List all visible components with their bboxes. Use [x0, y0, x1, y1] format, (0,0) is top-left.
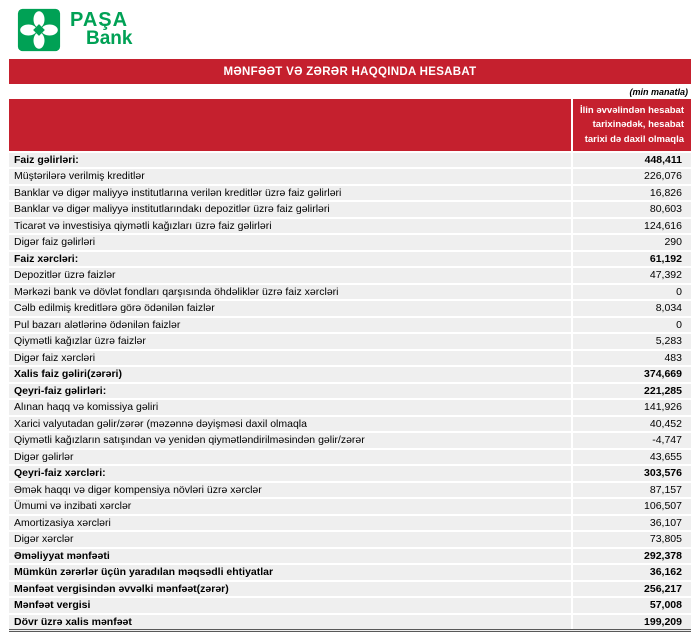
row-value: 124,616: [571, 219, 691, 234]
row-value: 0: [571, 318, 691, 333]
bank-logo: [9, 6, 691, 54]
row-label: Əmək haqqı və digər kompensiya növləri üzrə xərclər: [14, 483, 262, 496]
table-row: [9, 514, 691, 531]
row-label: Alınan haqq və komissiya gəliri: [14, 401, 159, 414]
row-label: Qiymətli kağızların satışından və yenidən qiymətləndirilməsindən gəlir/zərər: [14, 434, 365, 447]
row-label: Ümumi və inzibati xərclər: [14, 500, 132, 513]
row-label: Qiymətli kağızlar üzrə faizlər: [14, 335, 146, 348]
row-label: Banklar və digər maliyyə institutlarındakı depozitlər üzrə faiz gəlirləri: [14, 203, 330, 216]
report-title: MƏNFƏƏT VƏ ZƏRƏR HAQQINDA HESABAT: [9, 59, 691, 84]
row-value: 226,076: [571, 169, 691, 184]
row-value: 374,669: [571, 367, 691, 382]
row-label: Mənfəət vergisi: [14, 599, 91, 612]
table-row: [9, 233, 691, 250]
row-value: 141,926: [571, 400, 691, 415]
table-row: [9, 151, 691, 168]
table-row: [9, 332, 691, 349]
row-label: Mümkün zərərlər üçün yaradılan məqsədli ehtiyatlar: [14, 566, 274, 579]
row-value: 36,162: [571, 565, 691, 580]
label-column-header: [9, 99, 571, 151]
table-row: [9, 448, 691, 465]
table-row: [9, 217, 691, 234]
table-row: [9, 530, 691, 547]
row-label: Pul bazarı alətlərinə ödənilən faizlər: [14, 318, 181, 331]
row-value: 448,411: [571, 153, 691, 168]
row-label: Banklar və digər maliyyə institutlarına verilən kreditlər üzrə faiz gəlirləri: [14, 186, 342, 199]
bank-name-line2: Bank: [86, 28, 133, 50]
row-label: Digər faiz xərcləri: [14, 351, 96, 364]
row-value: 483: [571, 351, 691, 366]
row-label: Qeyri-faiz gəlirləri:: [14, 384, 107, 397]
row-value: 57,008: [571, 598, 691, 613]
table-row: [9, 563, 691, 580]
row-label: Digər xərclər: [14, 533, 74, 546]
row-value: 290: [571, 235, 691, 250]
row-label: Əməliyyat mənfəəti: [14, 549, 110, 562]
row-label: Dövr üzrə xalis mənfəət: [14, 615, 132, 628]
row-value: 87,157: [571, 483, 691, 498]
row-label: Mərkəzi bank və dövlət fondları qarşısında öhdəliklər üzrə faiz xərcləri: [14, 285, 339, 298]
row-value: 221,285: [571, 384, 691, 399]
table-row: [9, 200, 691, 217]
row-value: 40,452: [571, 417, 691, 432]
table-row: [9, 266, 691, 283]
table-row: [9, 580, 691, 597]
row-label: Qeyri-faiz xərcləri:: [14, 467, 106, 480]
row-label: Digər faiz gəlirləri: [14, 236, 96, 249]
table-row: [9, 299, 691, 316]
row-label: Ticarət və investisiya qiymətli kağızları üzrə faiz gəlirləri: [14, 219, 272, 232]
row-label: Faiz xərcləri:: [14, 252, 79, 265]
row-label: Depozitlər üzrə faizlər: [14, 269, 116, 282]
bank-logo-icon: [17, 8, 61, 52]
pnl-table: [9, 99, 691, 632]
row-label: Faiz gəlirləri:: [14, 153, 79, 166]
row-value: 106,507: [571, 499, 691, 514]
bank-name-line1: PAŞA: [70, 9, 129, 32]
row-value: 5,283: [571, 334, 691, 349]
row-value: 0: [571, 285, 691, 300]
row-value: 47,392: [571, 268, 691, 283]
row-value: 8,034: [571, 301, 691, 316]
row-value: 16,826: [571, 186, 691, 201]
row-value: 61,192: [571, 252, 691, 267]
row-value: 303,576: [571, 466, 691, 481]
row-label: Xalis faiz gəliri(zərəri): [14, 368, 122, 381]
table-row: [9, 398, 691, 415]
row-label: Cəlb edilmiş kreditlərə görə ödənilən faizlər: [14, 302, 215, 315]
table-row: [9, 464, 691, 481]
row-value: 36,107: [571, 516, 691, 531]
table-row: [9, 184, 691, 201]
table-row: [9, 415, 691, 432]
row-label: Xarici valyutadan gəlir/zərər (məzənnə dəyişməsi daxil olmaqla: [14, 417, 307, 430]
value-column-header: İlin əvvəlindən hesabat tarixinədək, hesabat tarixi də daxil olmaqla: [571, 99, 691, 151]
table-row: [9, 349, 691, 366]
unit-note: (min manatla): [629, 87, 688, 97]
row-label: Digər gəlirlər: [14, 450, 74, 463]
table-row: [9, 481, 691, 498]
table-row: [9, 596, 691, 613]
table-row: [9, 250, 691, 267]
table-row: [9, 283, 691, 300]
row-value: 73,805: [571, 532, 691, 547]
table-row: [9, 613, 691, 633]
table-row: [9, 547, 691, 564]
row-label: Mənfəət vergisindən əvvəlki mənfəət(zərər): [14, 582, 229, 595]
table-row: [9, 431, 691, 448]
table-row: [9, 316, 691, 333]
table-header-row: [9, 99, 691, 151]
row-label: Müştərilərə verilmiş kreditlər: [14, 170, 145, 183]
row-value: 43,655: [571, 450, 691, 465]
table-row: [9, 497, 691, 514]
row-value: 256,217: [571, 582, 691, 597]
table-row: [9, 382, 691, 399]
bank-logo-wordmark: [70, 11, 132, 48]
table-row: [9, 167, 691, 184]
row-label: Amortizasiya xərcləri: [14, 516, 111, 529]
row-value: 80,603: [571, 202, 691, 217]
table-row: [9, 365, 691, 382]
row-value: 292,378: [571, 549, 691, 564]
row-value: -4,747: [571, 433, 691, 448]
row-value: 199,209: [571, 615, 691, 630]
table-body: [9, 151, 691, 633]
